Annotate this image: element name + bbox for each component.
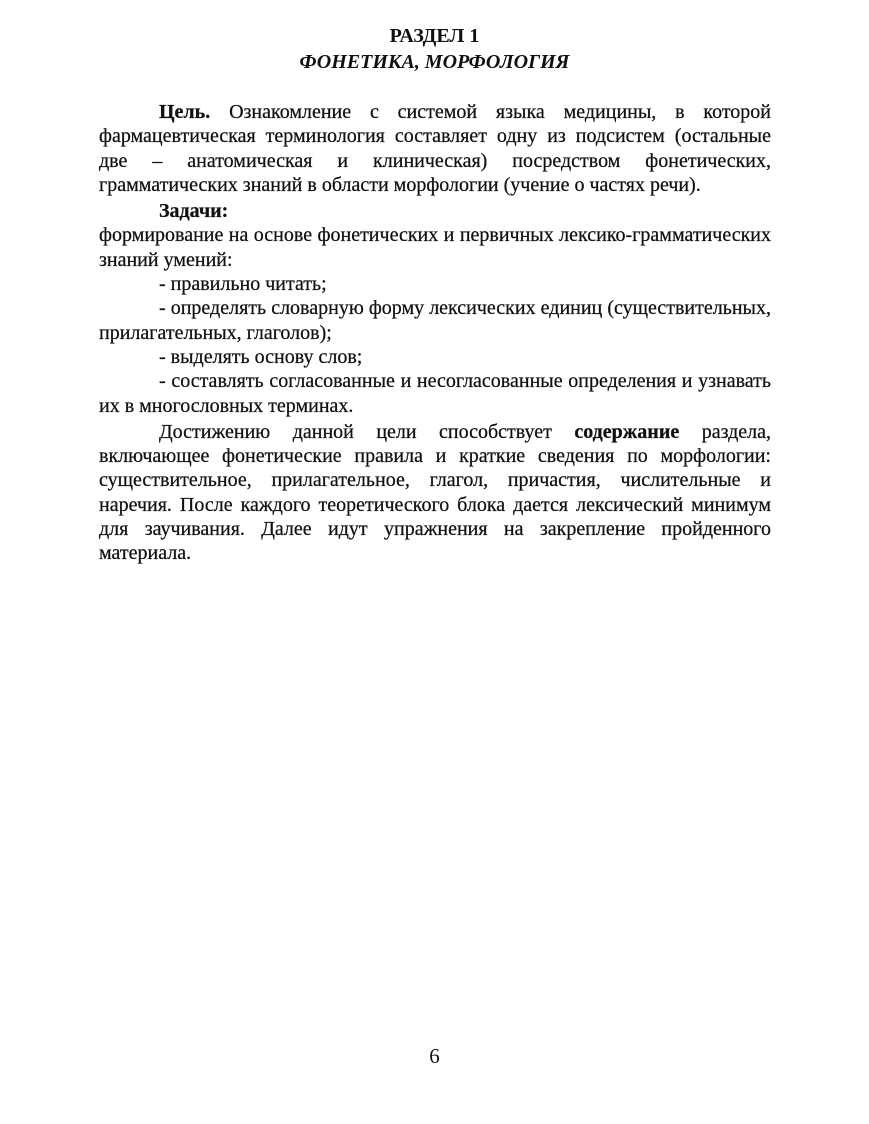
section-title: РАЗДЕЛ 1	[389, 25, 480, 47]
content-text-after: раздела, включающее фонетические правила и краткие сведения по морфологии: существительное, прилагательное, глагол, причастия, числительные и наречия. После каждого теоретического блока дается лексический минимум для заучивания. Далее идут упражнения на закрепление пройденного материала.	[99, 420, 772, 565]
task-item: - правильно читать;	[159, 273, 327, 296]
task-item: - определять словарную форму лексических единиц (существительных, прилагательных, глаголов);	[99, 297, 771, 344]
tasks-intro: формирование на основе фонетических и первичных лексико-грамматических знаний умений:	[99, 224, 771, 271]
goal-text: Ознакомление с системой языка медицины, в которой фармацевтическая терминология составляет одну из подсистем (остальные две – анатомическая и клиническая) посредством фонетических, грамматических знаний в области морфологии (учение о частях речи).	[99, 101, 772, 196]
content-paragraph	[99, 420, 771, 566]
page-number: 6	[429, 1044, 440, 1068]
content-text-before: Достижению данной цели способствует	[159, 420, 552, 443]
body-text	[99, 100, 771, 566]
content-keyword: содержание	[574, 420, 680, 443]
goal-paragraph	[99, 100, 771, 197]
task-item: - составлять согласованные и несогласованные определения и узнавать их в многословных терминах.	[99, 370, 771, 417]
goal-label: Цель.	[159, 101, 211, 123]
section-subtitle: ФОНЕТИКА, МОРФОЛОГИЯ	[299, 51, 570, 73]
tasks-label: Задачи:	[159, 200, 229, 223]
task-item: - выделять основу слов;	[159, 345, 363, 368]
